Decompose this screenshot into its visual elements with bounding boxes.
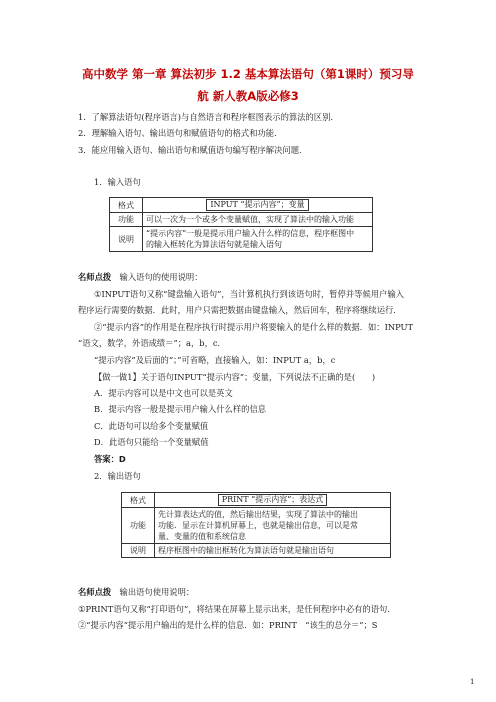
output-function-value-2: 功能．显示在计算机屏幕上，也就是输出信息，可以是常 (158, 521, 358, 530)
output-para-1: ①PRINT语句又称“打印语句”，将结果在屏幕上显示出来，是任何程序中必有的语句． (78, 604, 396, 614)
output-format-label: 格式 (122, 493, 155, 508)
output-para-2: ②“提示内容”提示用户输出的是什么样的信息．如：PRINT “该生的总分＝”；S (78, 620, 378, 630)
input-note-value-2: 的输入框转化为算法语句就是输入语句 (146, 240, 282, 249)
answer (94, 454, 126, 465)
section-2-heading: 2．输出语句 (94, 471, 141, 481)
document-title-line-1: 高中数学 第一章 算法初步 1.2 基本算法语句（第1课时）预习导 (82, 67, 414, 81)
output-function-value-1: 先计算表达式的值，然后输出结果，实现了算法中的输出 (158, 510, 358, 519)
input-format-value: INPUT “提示内容”；变量 (206, 199, 308, 211)
tip-2-text: 输出语句使用说明： (119, 587, 195, 597)
output-statement-table (121, 492, 391, 558)
input-function-label: 功能 (110, 213, 143, 227)
output-function-label: 功能 (122, 508, 155, 544)
tip-1-label: 名师点拨 (78, 272, 112, 282)
output-note-label: 说明 (122, 544, 155, 558)
output-function-value-3: 量、变量的值和系统信息 (158, 532, 246, 541)
output-note-value: 程序框图中的输出框转化为算法语句就是输出语句 (155, 544, 391, 558)
tip-1-text: 输入语句的使用说明： (119, 272, 203, 282)
input-statement-table (109, 197, 373, 252)
tip-1 (78, 272, 203, 283)
input-para-3: “提示内容”及后面的“；”可省略，直接输入，如：INPUT a，b，c (94, 355, 336, 365)
input-para-1-line-2: 程序运行需要的数据．此时，用户只需把数据由键盘输入，然后回车，程序将继续运行． (78, 305, 402, 315)
goal-2: 2．理解输入语句、输出语句和赋值语句的格式和功能. (78, 128, 277, 138)
option-b: B．提示内容一般是提示用户输入什么样的信息 (94, 404, 267, 414)
answer-value: D (118, 454, 126, 464)
option-c: C．此语句可以给多个变量赋值 (94, 421, 209, 431)
document-title-line-2: 航 新人教A版必修3 (197, 89, 299, 103)
option-a: A．提示内容可以是中文也可以是英文 (94, 388, 233, 398)
input-function-value: 可以一次为一个或多个变量赋值，实现了算法中的输入功能 (143, 213, 373, 227)
input-format-label: 格式 (110, 198, 143, 213)
input-para-2-line-2: “语文，数学，外语成绩＝”；a，b，c． (78, 338, 226, 348)
output-format-value: PRINT “提示内容”；表达式 (218, 494, 328, 506)
option-d: D．此语句只能给一个变量赋值 (94, 437, 209, 447)
input-para-1-line-1: ①INPUT语句又称“键盘输入语句”，当计算机执行到该语句时，暂停并等候用户输入 (94, 289, 404, 299)
goal-3: 3．能应用输入语句、输出语句和赋值语句编写程序解决问题. (78, 145, 302, 155)
tip-2 (78, 587, 194, 598)
answer-label: 答案： (94, 454, 119, 464)
goal-1: 1．了解算法语句(程序语言)与自然语言和程序框图表示的算法的区别. (78, 112, 334, 122)
section-1-heading: 1．输入语句 (94, 177, 141, 187)
input-note-label: 说明 (110, 227, 143, 252)
input-note-value-1: “提示内容”一般是提示用户输入什么样的信息，程序框图中 (146, 229, 355, 238)
page-number: 1 (470, 678, 475, 686)
practice-question: 【做一做1】关于语句INPUT“提示内容”；变量，下列说法不正确的是( ) (94, 372, 376, 382)
tip-2-label: 名师点拨 (78, 587, 112, 597)
input-para-2-line-1: ②“提示内容”的作用是在程序执行时提示用户将要输入的是什么样的数据．如：INPUT (94, 322, 414, 332)
